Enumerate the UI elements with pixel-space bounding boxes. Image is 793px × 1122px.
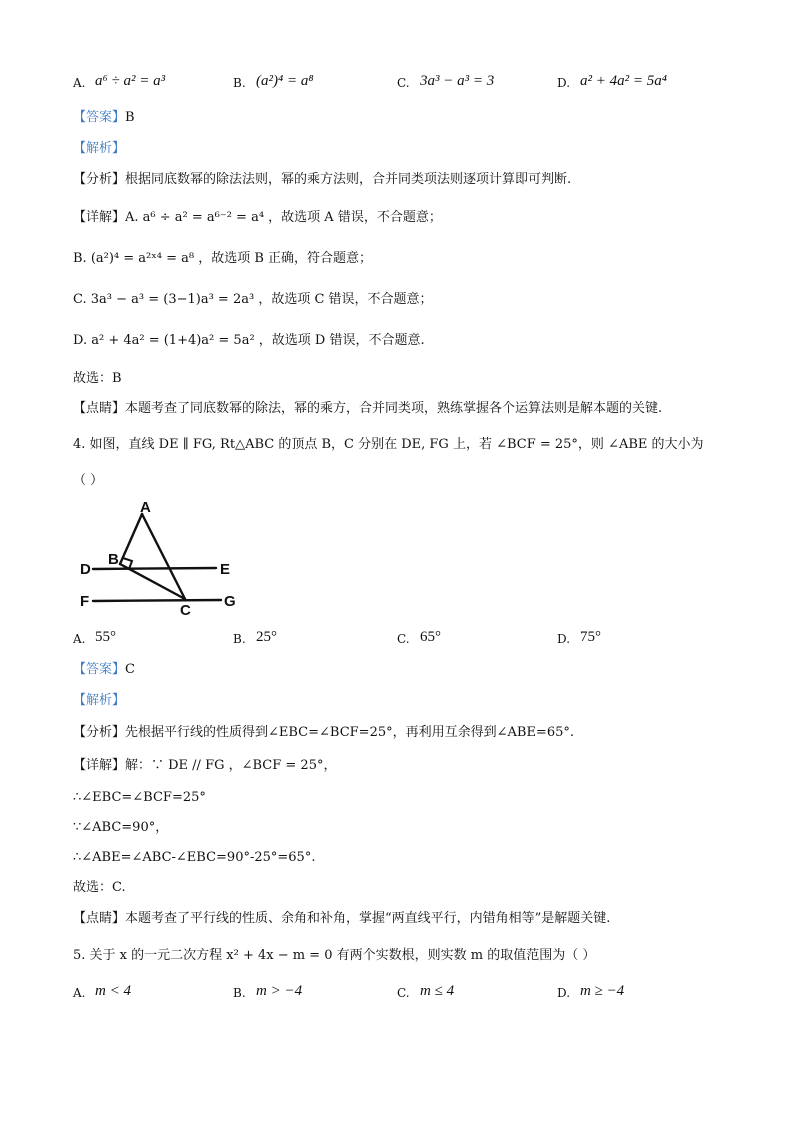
q4-stem-line1: 4. 如图，直线 DE ∥ FG, Rt△ABC 的顶点 B，C 分别在 DE, FG 上，若 ∠BCF = 25°，则 ∠ABE 的大小为 bbox=[73, 437, 704, 452]
q5-stem: 5. 关于 x 的一元二次方程 x² + 4x − m = 0 有两个实数根，则实数 m 的取值范围为（ ） bbox=[73, 948, 596, 963]
q4-option-c-expr: 65° bbox=[420, 629, 441, 645]
line-de bbox=[93, 568, 216, 569]
label-d: D bbox=[80, 561, 91, 578]
q3-analysis-tag: 【解析】 bbox=[73, 141, 126, 156]
q4-option-a-label: A. bbox=[73, 632, 86, 646]
label-a: A bbox=[140, 499, 151, 516]
q3-detail-a: 【详解】A. a⁶ ÷ a² = a⁶⁻² = a⁴ ，故选项 A 错误，不合题意； bbox=[73, 210, 442, 225]
q3-option-a-expr: a⁶ ÷ a² = a³ bbox=[95, 73, 166, 89]
q4-option-c-label: C. bbox=[397, 632, 410, 646]
q4-analysis-tag: 【解析】 bbox=[73, 693, 126, 708]
q3-dianjing: 【点睛】本题考查了同底数幂的除法，幂的乘方，合并同类项，熟练掌握各个运算法则是解本题的关键. bbox=[73, 401, 663, 416]
q3-detail-b: B. (a²)⁴ = a²ˣ⁴ = a⁸ ，故选项 B 正确，符合题意； bbox=[73, 251, 373, 266]
q3-option-c-label: C. bbox=[397, 76, 410, 90]
label-b: B bbox=[108, 551, 119, 568]
q4-detail-1: 【详解】解：∵ DE // FG ，∠BCF = 25°， bbox=[73, 758, 337, 773]
q4-detail-4: ∴∠ABE=∠ABC-∠EBC=90°-25°=65°. bbox=[73, 850, 316, 865]
q4-choose: 故选：C. bbox=[73, 880, 126, 895]
q3-fenxi: 【分析】根据同底数幂的除法法则，幂的乘方法则，合并同类项法则逐项计算即可判断. bbox=[73, 172, 572, 187]
q5-option-a-label: A. bbox=[73, 986, 86, 1000]
q3-detail-d: D. a² + 4a² = (1+4)a² = 5a² ，故选项 D 错误，不合题意. bbox=[73, 333, 425, 348]
label-e: E bbox=[220, 561, 231, 578]
q3-detail-c: C. 3a³ − a³ = (3−1)a³ = 2a³ ，故选项 C 错误，不合题意； bbox=[73, 292, 433, 307]
label-g: G bbox=[224, 593, 236, 610]
q3-option-b-expr: (a²)⁴ = a⁸ bbox=[256, 73, 314, 89]
q4-dianjing: 【点睛】本题考查了平行线的性质、余角和补角，掌握“两直线平行，内错角相等”是解题关键. bbox=[73, 911, 611, 926]
q4-option-b-expr: 25° bbox=[256, 629, 277, 645]
q4-detail-3: ∵∠ABC=90°， bbox=[73, 820, 169, 835]
q5-option-d-label: D. bbox=[557, 986, 571, 1000]
label-c: C bbox=[180, 602, 191, 619]
q3-answer-tag: 【答案】 bbox=[73, 110, 126, 125]
q4-option-d-expr: 75° bbox=[580, 629, 601, 645]
q3-choose: 故选：B bbox=[73, 371, 122, 386]
segment-ab bbox=[120, 514, 142, 564]
q3-answer-line bbox=[73, 109, 135, 127]
q5-option-c-expr: m ≤ 4 bbox=[420, 983, 455, 999]
q3-option-d-label: D. bbox=[557, 76, 571, 90]
q4-fenxi: 【分析】先根据平行线的性质得到∠EBC=∠BCF=25°，再利用互余得到∠ABE=65°. bbox=[73, 725, 574, 740]
line-fg bbox=[93, 600, 221, 601]
q4-geometry-figure bbox=[76, 498, 246, 620]
q5-option-d-expr: m ≥ −4 bbox=[580, 983, 625, 999]
label-f: F bbox=[80, 593, 90, 610]
q4-stem-line2: （ ） bbox=[73, 473, 104, 488]
q4-answer-line bbox=[73, 661, 135, 679]
q4-answer-value: C bbox=[125, 662, 135, 677]
q5-option-a-expr: m < 4 bbox=[95, 983, 131, 999]
q3-option-a-label: A. bbox=[73, 76, 86, 90]
q3-option-c-expr: 3a³ − a³ = 3 bbox=[420, 73, 495, 89]
q5-option-b-label: B. bbox=[233, 986, 246, 1000]
q4-answer-tag: 【答案】 bbox=[73, 662, 126, 677]
q3-option-b-label: B. bbox=[233, 76, 246, 90]
q5-option-c-label: C. bbox=[397, 986, 410, 1000]
q4-option-a-expr: 55° bbox=[95, 629, 116, 645]
q4-option-d-label: D. bbox=[557, 632, 571, 646]
q4-detail-2: ∴∠EBC=∠BCF=25° bbox=[73, 790, 206, 805]
q3-option-d-expr: a² + 4a² = 5a⁴ bbox=[580, 73, 667, 89]
q4-option-b-label: B. bbox=[233, 632, 246, 646]
q3-answer-value: B bbox=[125, 110, 135, 125]
q5-option-b-expr: m > −4 bbox=[256, 983, 303, 999]
